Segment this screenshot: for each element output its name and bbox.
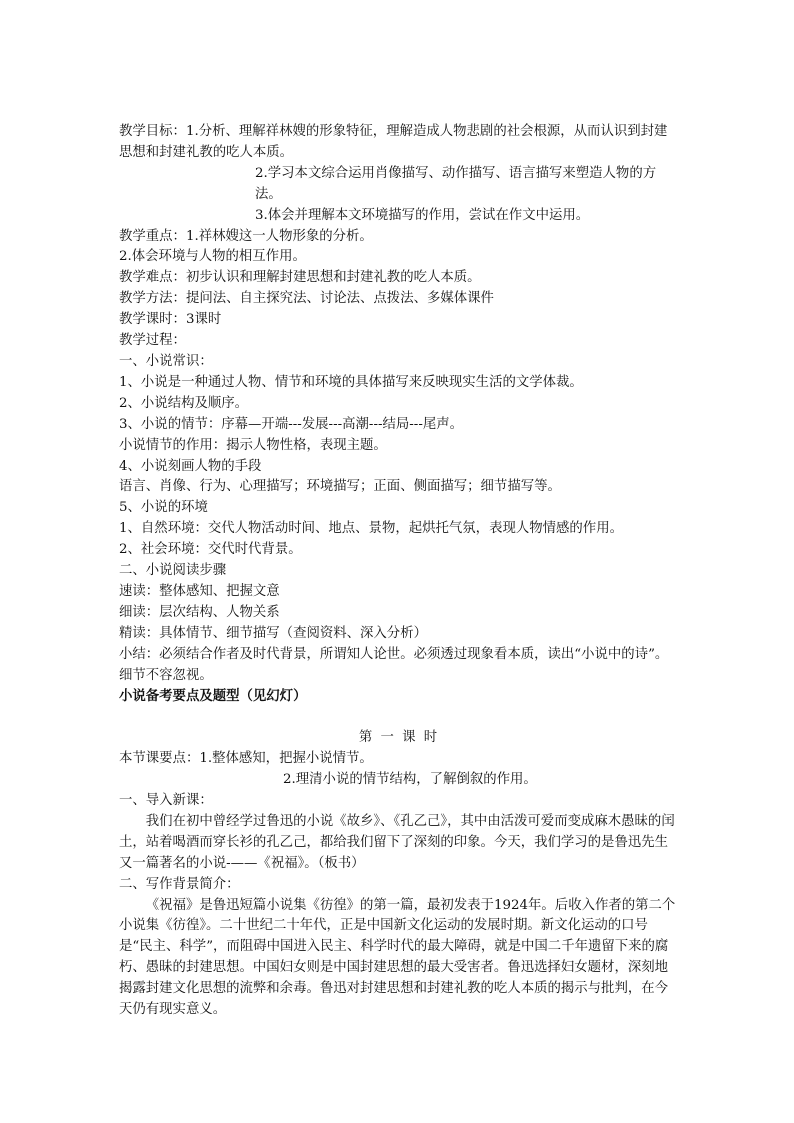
- summary: 小结：必须结合作者及时代背景，所谓知人论世。必须透过现象看本质，读出“小说中的诗”。细节不容忽视。: [119, 646, 669, 683]
- social-environment: 2、社会环境：交代时代背景。: [119, 542, 302, 558]
- teaching-difficulty: 教学难点：初步认识和理解封建思想和封建礼教的吃人本质。: [119, 270, 481, 286]
- natural-environment: 1、自然环境：交代人物活动时间、地点、景物，起烘托气氛，表现人物情感的作用。: [119, 521, 623, 537]
- lesson-plan-body: [119, 122, 679, 1021]
- exam-points-heading: 小说备考要点及题型（见幻灯）: [119, 688, 307, 705]
- teaching-goal-2: 2.学习本文综合运用肖像描写、动作描写、语言描写来塑造人物的方法。: [255, 165, 657, 202]
- teaching-focus-2: 2.体会环境与人物的相互作用。: [119, 249, 306, 265]
- environment-heading: 5、小说的环境: [119, 500, 208, 516]
- lesson-key-point-1: 本节课要点：1.整体感知，把握小说情节。: [119, 751, 373, 767]
- background-paragraph: 《祝福》是鲁迅短篇小说集《彷徨》的第一篇，最初发表于1924年。后收入作者的第二个小说集《彷徨》。二十世纪二十年代，正是中国新文化运动的发展时期。新文化运动的口号是“民主、科学”，而阻碍中国进入民主、科学时代的最大障碍，就是中国二千年遗留下来的腐朽、愚昧的封建思想。中国妇女则是中国封建思想的最大受害者。鲁迅选择妇女题材，深刻地揭露封建文化思想的流弊和余毒。鲁迅对封建思想和封建礼教的吃人本质的揭示与批判，在今天仍有现实意义。: [119, 897, 676, 1018]
- introduction-paragraph: 我们在初中曾经学过鲁迅的小说《故乡》、《孔乙己》，其中由活泼可爱而变成麻木愚昧的闰土，站着喝酒而穿长衫的孔乙己，都给我们留下了深刻的印象。今天，我们学习的是鲁迅先生又一篇著名的小说-——《祝福》。（板书）: [119, 813, 675, 871]
- section-background: 二、写作背景简介：: [119, 876, 240, 892]
- section-novel-knowledge: 一、小说常识：: [119, 353, 213, 369]
- teaching-goal-1: 教学目标：1.分析、理解祥林嫂的形象特征，理解造成人物悲剧的社会根源，从而认识到封建思想和封建礼教的吃人本质。: [119, 124, 668, 160]
- detailed-reading: 细读：层次结构、人物关系: [119, 604, 280, 620]
- section-reading-steps: 二、小说阅读步骤: [119, 563, 227, 579]
- section-introduction: 一、导入新课：: [119, 792, 213, 808]
- spacer: [119, 707, 679, 728]
- novel-definition: 1、小说是一种通过人物、情节和环境的具体描写来反映现实生活的文学体裁。: [119, 374, 583, 390]
- intensive-reading: 精读：具体情节、细节描写（查阅资料、深入分析）: [119, 625, 427, 641]
- lesson-key-point-2: 2.理清小说的情节结构，了解倒叙的作用。: [283, 772, 537, 788]
- plot-function: 小说情节的作用：揭示人物性格，表现主题。: [119, 437, 387, 453]
- character-methods-heading: 4、小说刻画人物的手段: [119, 458, 262, 474]
- novel-plot: 3、小说的情节：序幕—开端---发展---高潮---结局---尾声。: [119, 416, 464, 432]
- teaching-focus-1: 教学重点：1.祥林嫂这一人物形象的分析。: [119, 228, 373, 244]
- speed-reading: 速读：整体感知、把握文意: [119, 583, 280, 599]
- teaching-methods: 教学方法：提问法、自主探究法、讨论法、点拨法、多媒体课件: [119, 291, 494, 307]
- character-methods: 语言、肖像、行为、心理描写；环境描写；正面、侧面描写；细节描写等。: [119, 479, 561, 495]
- novel-structure: 2、小说结构及顺序。: [119, 395, 249, 411]
- teaching-process-heading: 教学过程：: [119, 333, 186, 349]
- teaching-goal-3: 3.体会并理解本文环境描写的作用，尝试在作文中运用。: [255, 207, 590, 223]
- teaching-hours: 教学课时：3课时: [119, 312, 222, 328]
- lesson-one-title: 第 一 课 时: [358, 730, 440, 746]
